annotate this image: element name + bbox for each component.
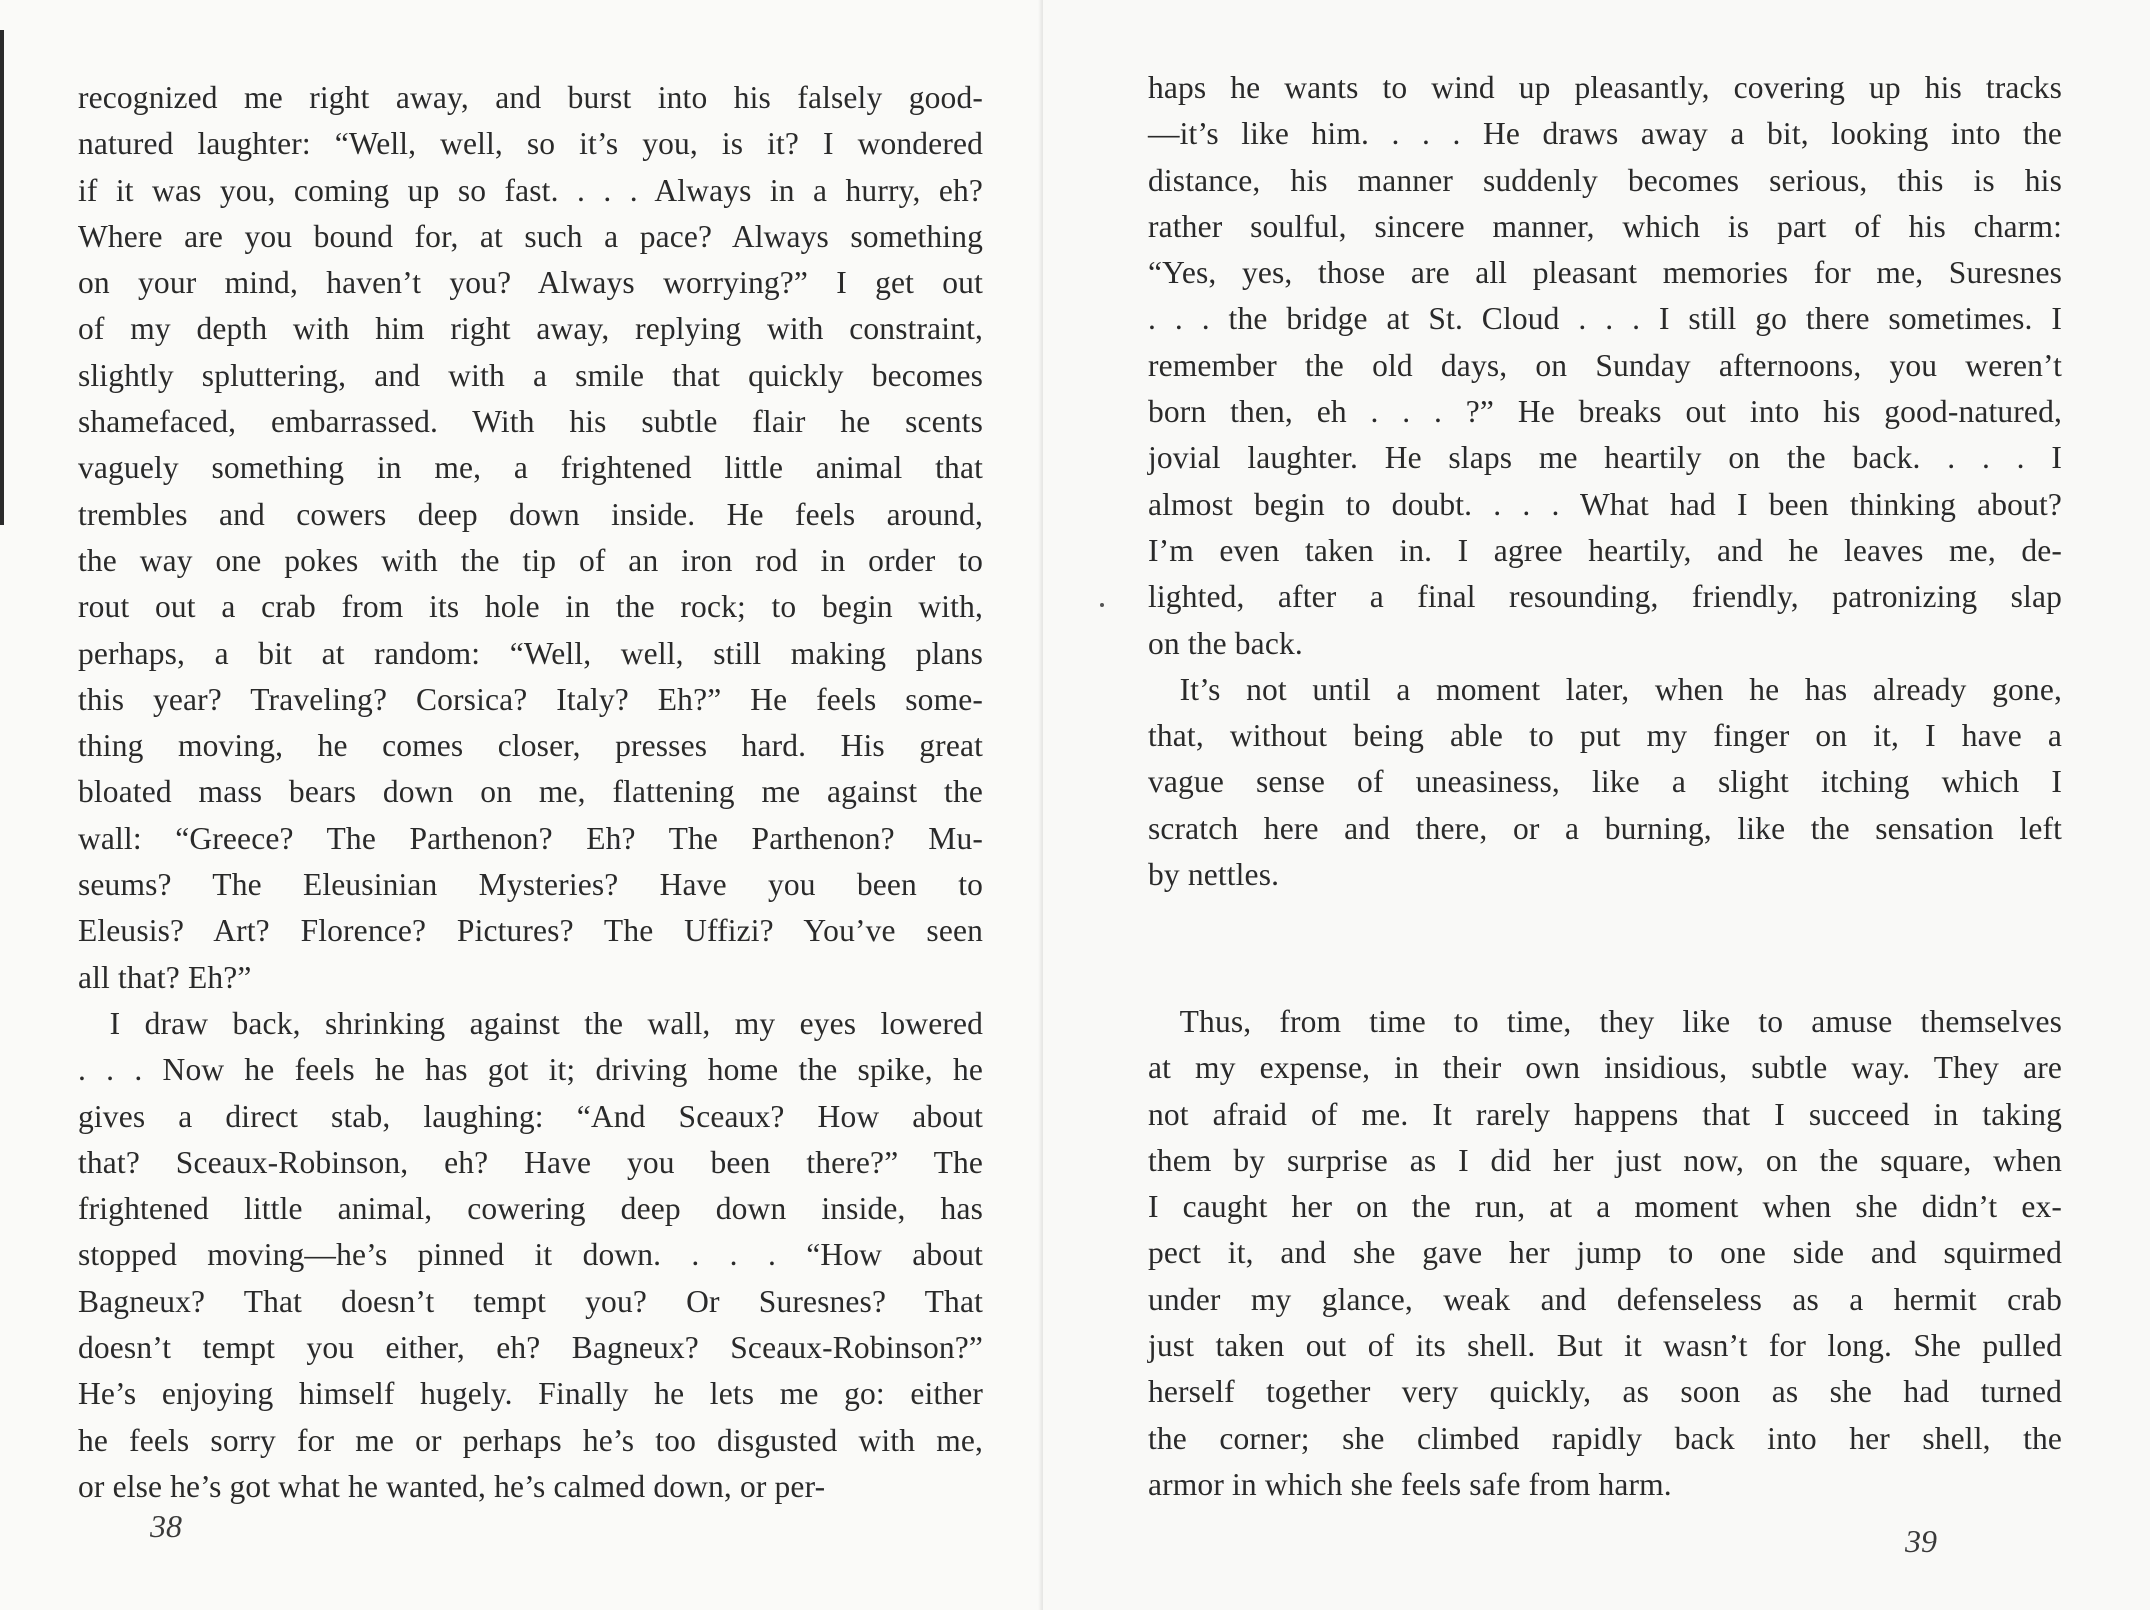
text-line: wall: “Greece? The Parthenon? Eh? The Parthenon? Mu- — [78, 820, 983, 856]
text-line: It’s not until a moment later, when he has already gone, — [1148, 671, 2062, 707]
text-line: almost begin to doubt. . . . What had I been thinking about? — [1148, 486, 2062, 522]
text-line: if it was you, coming up so fast. . . . Always in a hurry, eh? — [78, 172, 983, 208]
text-line: scratch here and there, or a burning, like the sensation left — [1148, 810, 2062, 846]
text-line: herself together very quickly, as soon as she had turned — [1148, 1374, 2062, 1410]
text-line: —it’s like him. . . . He draws away a bit, looking into the — [1148, 116, 2062, 152]
text-line: under my glance, weak and defenseless as a hermit crab — [1148, 1281, 2062, 1317]
text-line: I draw back, shrinking against the wall, my eyes lowered — [78, 1005, 983, 1041]
text-line: rather soulful, sincere manner, which is part of his charm: — [1148, 208, 2062, 244]
text-line: on your mind, haven’t you? Always worrying?” I get out — [78, 265, 983, 301]
text-line: thing moving, he comes closer, presses hard. His great — [78, 728, 983, 764]
text-line: haps he wants to wind up pleasantly, covering up his tracks — [1148, 70, 2062, 105]
text-line: . . . the bridge at St. Cloud . . . I still go there sometimes. I — [1148, 301, 2062, 337]
text-line: pect it, and she gave her jump to one side and squirmed — [1148, 1235, 2062, 1271]
text-line: stopped moving—he’s pinned it down. . . . “How about — [78, 1237, 983, 1273]
text-line: on the back. — [1148, 625, 1303, 661]
scan-margin-mark — [0, 30, 4, 525]
page-number-left: 38 — [150, 1508, 182, 1544]
text-line: “Yes, yes, those are all pleasant memories for me, Suresnes — [1148, 255, 2062, 291]
text-line: at my expense, in their own insidious, subtle way. They are — [1148, 1050, 2062, 1086]
text-line: distance, his manner suddenly becomes serious, this is his — [1148, 162, 2062, 198]
text-line: gives a direct stab, laughing: “And Sceaux? How about — [78, 1098, 983, 1134]
right-page-text-upper — [1148, 65, 2062, 898]
text-line: bloated mass bears down on me, flattening me against the — [78, 774, 983, 810]
text-line: armor in which she feels safe from harm. — [1148, 1466, 1672, 1502]
text-line: He’s enjoying himself hugely. Finally he lets me go: either — [78, 1376, 983, 1412]
text-line: rout out a crab from its hole in the rock; to begin with, — [78, 589, 983, 625]
scan-speck — [1100, 603, 1104, 607]
text-line: Where are you bound for, at such a pace? Always something — [78, 218, 983, 254]
text-line: vague sense of uneasiness, like a slight itching which I — [1148, 764, 2062, 800]
text-line: recognized me right away, and burst into his falsely good- — [78, 80, 983, 115]
text-line: jovial laughter. He slaps me heartily on the back. . . . I — [1148, 440, 2062, 476]
text-line: just taken out of its shell. But it wasn’t for long. She pulled — [1148, 1328, 2062, 1364]
text-line: not afraid of me. It rarely happens that I succeed in taking — [1148, 1096, 2062, 1132]
text-line: shamefaced, embarrassed. With his subtle flair he scents — [78, 404, 983, 440]
text-line: . . . Now he feels he has got it; driving home the spike, he — [78, 1052, 983, 1088]
right-page — [1043, 0, 2150, 1610]
text-line: the way one pokes with the tip of an iron rod in order to — [78, 542, 983, 578]
text-line: born then, eh . . . ?” He breaks out into his good-natured, — [1148, 394, 2062, 430]
text-line: Eleusis? Art? Florence? Pictures? The Uffizi? You’ve seen — [78, 913, 983, 949]
text-line: trembles and cowers deep down inside. He feels around, — [78, 496, 983, 532]
text-line: I’m even taken in. I agree heartily, and he leaves me, de- — [1148, 532, 2062, 568]
text-line: remember the old days, on Sunday afternoons, you weren’t — [1148, 347, 2062, 383]
text-line: he feels sorry for me or perhaps he’s too disgusted with me, — [78, 1422, 983, 1458]
text-line: Bagneux? That doesn’t tempt you? Or Suresnes? That — [78, 1283, 983, 1319]
left-page-text — [78, 75, 983, 1510]
text-line: slightly spluttering, and with a smile that quickly becomes — [78, 357, 983, 393]
text-line: of my depth with him right away, replying with constraint, — [78, 311, 983, 347]
text-line: vaguely something in me, a frightened little animal that — [78, 450, 983, 486]
text-line: them by surprise as I did her just now, on the square, when — [1148, 1142, 2062, 1178]
text-line: natured laughter: “Well, well, so it’s you, is it? I wondered — [78, 126, 983, 162]
text-line: lighted, after a final resounding, friendly, patronizing slap — [1148, 579, 2062, 615]
text-line: all that? Eh?” — [78, 959, 252, 995]
text-line: perhaps, a bit at random: “Well, well, still making plans — [78, 635, 983, 671]
text-line: seums? The Eleusinian Mysteries? Have you been to — [78, 867, 983, 903]
left-page — [0, 0, 1043, 1610]
page-number-right: 39 — [1905, 1523, 1937, 1559]
text-line: frightened little animal, cowering deep down inside, has — [78, 1191, 983, 1227]
text-line: I caught her on the run, at a moment when she didn’t ex- — [1148, 1189, 2062, 1225]
text-line: that? Sceaux-Robinson, eh? Have you been there?” The — [78, 1144, 983, 1180]
text-line: this year? Traveling? Corsica? Italy? Eh?” He feels some- — [78, 681, 983, 717]
text-line: Thus, from time to time, they like to amuse themselves — [1148, 1004, 2062, 1039]
text-line: by nettles. — [1148, 857, 1280, 893]
right-page-text-lower — [1148, 999, 2062, 1508]
text-line: the corner; she climbed rapidly back into her shell, the — [1148, 1420, 2062, 1456]
text-line: doesn’t tempt you either, eh? Bagneux? Sceaux-Robinson?” — [78, 1330, 983, 1366]
text-line: that, without being able to put my finger on it, I have a — [1148, 718, 2062, 754]
text-line: or else he’s got what he wanted, he’s calmed down, or per- — [78, 1468, 826, 1504]
